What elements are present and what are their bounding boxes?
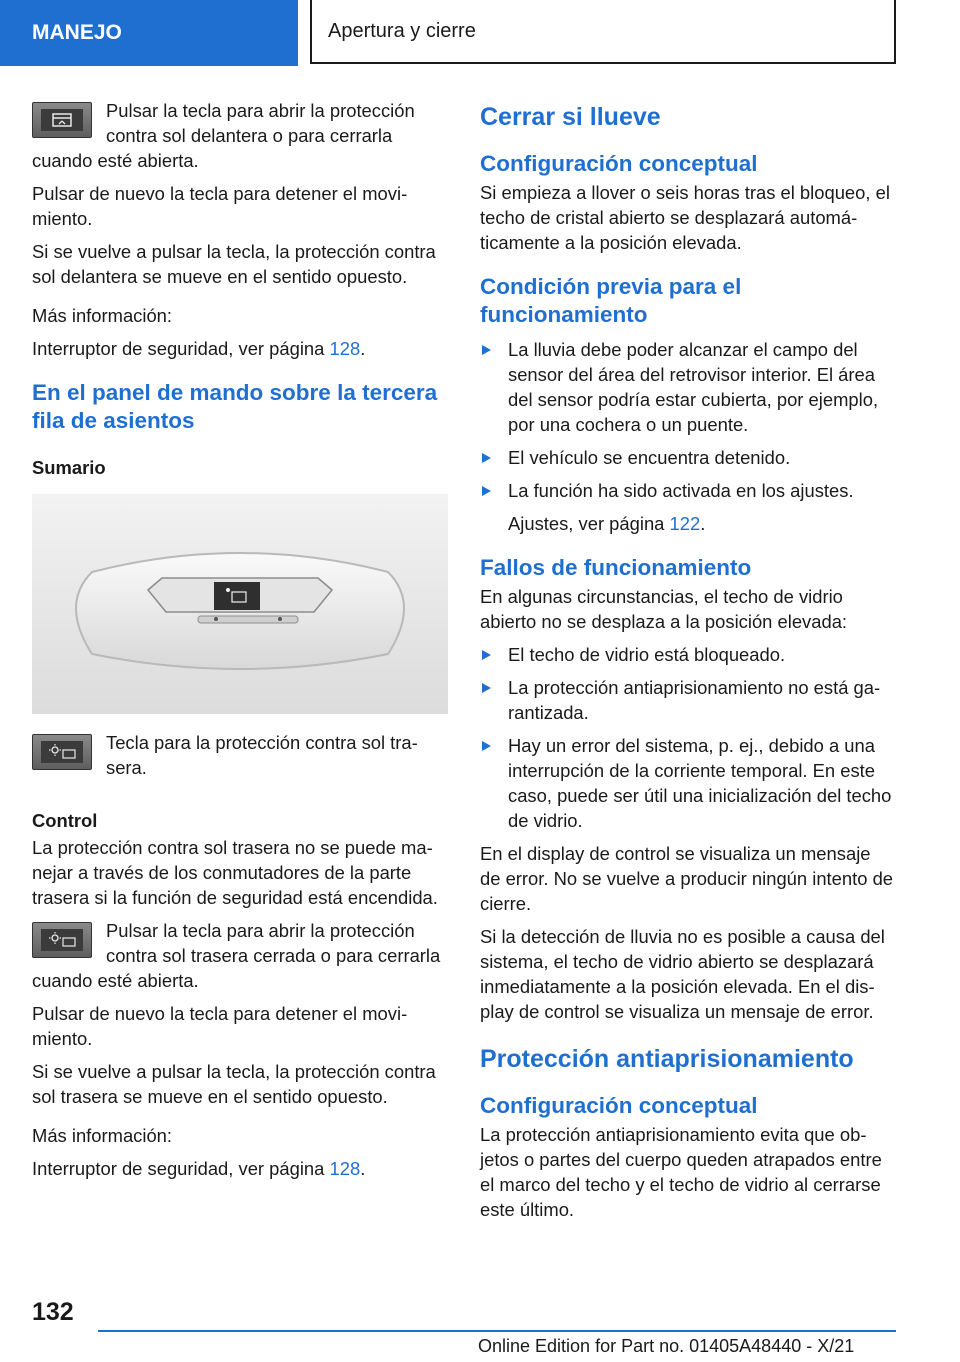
cross-reference-text: Interruptor de seguridad, ver página (32, 338, 330, 359)
page-link[interactable]: 122 (669, 513, 701, 534)
subheading-precondition: Condición previa para el funcionamiento (480, 274, 742, 327)
paragraph: La protección antiaprisionamiento evita que objetos o partes del cuerpo queden atrapados entre el marco del techo y el techo de vidrio al cerrarse este último. (480, 1124, 882, 1220)
subheading-concept: Configuración conceptual (480, 151, 758, 176)
paragraph: Pulsar la tecla para abrir la protección contra sol trasera cerrada o para cerrarla cuando esté abierta. (32, 920, 441, 991)
list-item: Hay un error del sistema, p. ej., debido a una interrupción de la corriente temporal. En este caso, puede ser útil una inicialización del techo de vidrio. (480, 733, 896, 833)
section-tab: MANEJO (0, 0, 298, 66)
paragraph: Si empieza a llover o seis horas tras el bloqueo, el techo de cristal abierto se desplazará automáticamente a la posición elevada. (480, 182, 890, 253)
page-link[interactable]: 128 (329, 338, 361, 359)
subheading-summary: Sumario (32, 457, 106, 478)
list-item: La protección antiaprisionamiento no está garantizada. (480, 675, 896, 725)
page-number: 132 (32, 1298, 74, 1326)
paragraph: Más información: (32, 1125, 173, 1146)
paragraph: Pulsar la tecla para abrir la protección contra sol delantera o para cerrarla cuando esté abierta. (32, 100, 415, 171)
punctuation: . (360, 1158, 366, 1179)
punctuation: . (700, 513, 706, 534)
section-heading-antitrap: Protección antiaprisionamiento (480, 1045, 854, 1073)
cross-reference-text: Interruptor de seguridad, ver página (32, 1158, 330, 1179)
rear-sunshade-caption (32, 730, 448, 780)
edition-note: Online Edition for Part no. 01405A48440 - X/21 (478, 1336, 855, 1356)
paragraph: En algunas circunstancias, el techo de vidrio abierto no se desplaza a la posición elevada: (480, 586, 848, 632)
rear-sunshade-instruction (32, 918, 448, 993)
section-heading-rain: Cerrar si llueve (480, 103, 661, 131)
front-sunshade-instruction (32, 98, 448, 173)
paragraph: En el display de control se visualiza un mensaje de error. No se vuelve a producir ningún intento de cierre. (480, 843, 894, 914)
paragraph: La protección contra sol trasera no se puede manejar a través de los conmutadores de la parte trasera si la función de seguridad está encendida. (32, 837, 438, 908)
precondition-list (480, 337, 896, 503)
list-item: La lluvia debe poder alcanzar el campo del sensor del área del retrovisor interior. El área del sensor podría estar cubierta, por ejemplo, por una cochera o un puente. (480, 337, 896, 437)
footer-divider (98, 1330, 896, 1332)
paragraph: Si se vuelve a pulsar la tecla, la protección contra sol delantera se mueve en el sentido opuesto. (32, 241, 436, 287)
subheading-faults: Fallos de funcionamiento (480, 555, 752, 580)
sunshade-rear-button-icon (32, 922, 92, 958)
punctuation: . (360, 338, 366, 359)
subheading-control: Control (32, 810, 98, 831)
page-header (0, 0, 960, 66)
list-item: El techo de vidrio está bloqueado. (480, 642, 896, 667)
list-item: La función ha sido activada en los ajustes. (480, 478, 896, 503)
paragraph (32, 1156, 448, 1181)
paragraph: Si la detección de lluvia no es posible a causa del sistema, el techo de vidrio abierto se desplazará inmediatamente a la posición elevada. En el display de control se visualiza un mensaje de error. (480, 926, 885, 1022)
paragraph: Más información: (32, 305, 173, 326)
overhead-console-photo (32, 494, 448, 714)
right-column (480, 98, 896, 1230)
chapter-title: Apertura y cierre (310, 0, 896, 64)
paragraph: Si se vuelve a pulsar la tecla, la protección contra sol trasera se mueve en el sentido opuesto. (32, 1061, 436, 1107)
sunshade-front-button-icon (32, 102, 92, 138)
paragraph: Pulsar de nuevo la tecla para detener el movimiento. (32, 183, 408, 229)
page-link[interactable]: 128 (329, 1158, 361, 1179)
list-item: El vehículo se encuentra detenido. (480, 445, 896, 470)
section-heading: En el panel de mando sobre la tercera fila de asientos (32, 380, 438, 433)
paragraph (480, 511, 896, 536)
cross-reference-text: Ajustes, ver página (508, 513, 670, 534)
image-caption: Tecla para la protección contra sol trasera. (106, 732, 418, 778)
faults-list (480, 642, 896, 833)
subheading-concept: Configuración conceptual (480, 1093, 758, 1118)
sunshade-rear-button-icon (32, 734, 92, 770)
left-column (32, 98, 448, 1189)
paragraph (32, 336, 448, 361)
paragraph: Pulsar de nuevo la tecla para detener el movimiento. (32, 1003, 408, 1049)
